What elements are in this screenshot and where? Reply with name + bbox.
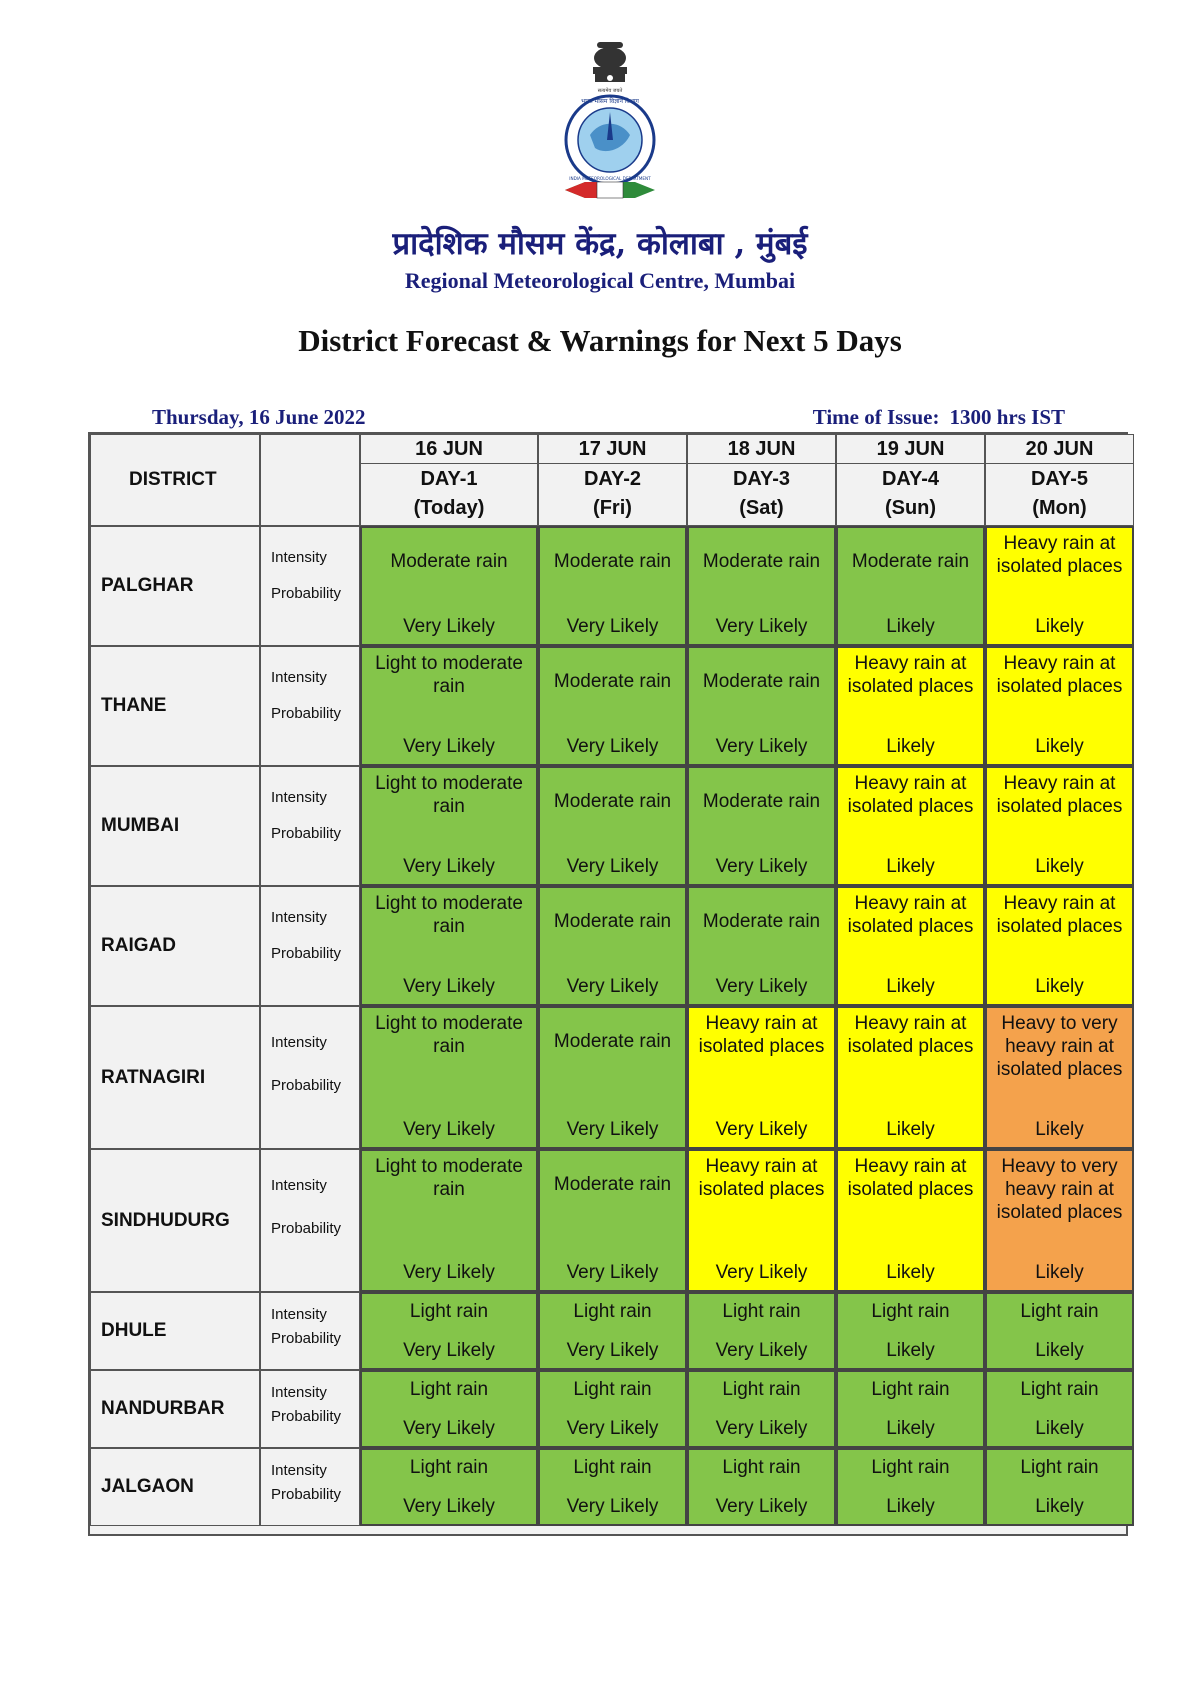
forecast-intensity: Moderate rain: [851, 551, 970, 572]
forecast-intensity: Light rain: [409, 1301, 489, 1322]
forecast-probability: Very Likely: [566, 1262, 659, 1283]
forecast-probability: Very Likely: [403, 1418, 495, 1439]
intensity-label: Intensity: [271, 549, 327, 566]
forecast-intensity: Moderate rain: [553, 911, 672, 932]
forecast-cell: [360, 1149, 538, 1292]
forecast-intensity: Moderate rain: [702, 551, 821, 572]
issue-time-label: Time of Issue:: [812, 405, 940, 429]
forecast-probability: Very Likely: [566, 616, 659, 637]
forecast-cell: [687, 1370, 836, 1448]
district-name: DHULE: [90, 1292, 260, 1370]
forecast-cell: [538, 766, 687, 886]
forecast-intensity: Light rain: [573, 1301, 652, 1322]
intensity-probability-labels: [260, 1149, 360, 1292]
district-column-header: DISTRICT: [90, 434, 260, 526]
forecast-cell: [985, 766, 1134, 886]
forecast-probability: Likely: [886, 976, 935, 997]
imd-emblem-logo: [555, 40, 665, 210]
district-name: THANE: [90, 646, 260, 766]
day-header-5: [985, 434, 1134, 526]
intensity-label: Intensity: [271, 1034, 327, 1051]
district-name: RATNAGIRI: [90, 1006, 260, 1149]
intensity-label: Intensity: [271, 1306, 327, 1323]
probability-label: Probability: [271, 1486, 342, 1503]
forecast-intensity: Heavy rain at isolated places: [996, 653, 1123, 697]
svg-text:भारत मौसम विज्ञान विभाग: भारत मौसम विज्ञान विभाग: [581, 98, 639, 105]
forecast-intensity: Moderate rain: [702, 791, 821, 812]
forecast-cell: [985, 1006, 1134, 1149]
forecast-cell: [687, 1006, 836, 1149]
forecast-intensity: Light rain: [722, 1379, 801, 1400]
forecast-intensity: Moderate rain: [702, 671, 821, 692]
forecast-cell: [538, 526, 687, 646]
forecast-cell: [360, 1448, 538, 1526]
forecast-probability: Likely: [1035, 1496, 1084, 1517]
forecast-probability: Likely: [1035, 856, 1084, 877]
forecast-cell: [836, 1370, 985, 1448]
forecast-probability: Likely: [886, 736, 935, 757]
probability-label: Probability: [271, 1220, 342, 1237]
forecast-probability: Very Likely: [566, 856, 659, 877]
forecast-cell: [985, 1149, 1134, 1292]
forecast-probability: Very Likely: [715, 976, 808, 997]
forecast-intensity: Heavy rain at isolated places: [847, 1013, 974, 1057]
forecast-intensity: Light rain: [722, 1301, 801, 1322]
forecast-probability: Very Likely: [403, 1340, 495, 1361]
forecast-cell: [985, 526, 1134, 646]
forecast-cell: [687, 646, 836, 766]
forecast-probability: Very Likely: [566, 1119, 659, 1140]
forecast-cell: [538, 646, 687, 766]
forecast-intensity: Light rain: [871, 1301, 950, 1322]
forecast-probability: Likely: [1035, 1418, 1084, 1439]
forecast-table: [88, 432, 1128, 1536]
forecast-intensity: Moderate rain: [390, 551, 508, 572]
forecast-cell: [360, 886, 538, 1006]
forecast-intensity: Heavy rain at isolated places: [996, 533, 1123, 577]
forecast-intensity: Light rain: [573, 1379, 652, 1400]
forecast-cell: [687, 526, 836, 646]
forecast-intensity: Heavy to very heavy rain at isolated places: [996, 1156, 1123, 1223]
day-date: 19 JUN: [837, 435, 984, 464]
forecast-cell: [836, 1149, 985, 1292]
forecast-intensity: Light rain: [573, 1457, 652, 1478]
forecast-probability: Likely: [1035, 976, 1084, 997]
forecast-probability: Very Likely: [715, 1340, 808, 1361]
forecast-probability: Likely: [1035, 1262, 1084, 1283]
forecast-cell: [985, 1448, 1134, 1526]
forecast-intensity: Light to moderate rain: [375, 1156, 523, 1200]
forecast-intensity: Light rain: [871, 1457, 950, 1478]
forecast-probability: Very Likely: [715, 856, 808, 877]
day-date: 17 JUN: [539, 435, 686, 464]
day-weekday: (Sun): [884, 497, 937, 519]
forecast-probability: Very Likely: [566, 1340, 659, 1361]
day-weekday: (Sat): [739, 497, 784, 519]
forecast-cell: [836, 646, 985, 766]
forecast-probability: Likely: [886, 1262, 935, 1283]
forecast-intensity: Moderate rain: [553, 791, 672, 812]
forecast-intensity: Heavy rain at isolated places: [698, 1156, 825, 1200]
day-header-3: [687, 434, 836, 526]
forecast-intensity: Light rain: [409, 1379, 489, 1400]
hindi-title: प्रादेशिक मौसम केंद्र, कोलाबा , मुंबई: [392, 226, 808, 262]
forecast-intensity: Light rain: [722, 1457, 801, 1478]
intensity-label: Intensity: [271, 669, 327, 686]
day-header-2: [538, 434, 687, 526]
forecast-cell: [836, 766, 985, 886]
forecast-probability: Very Likely: [566, 976, 659, 997]
district-name: JALGAON: [90, 1448, 260, 1526]
forecast-cell: [360, 646, 538, 766]
day-date: 18 JUN: [688, 435, 835, 464]
forecast-cell: [538, 886, 687, 1006]
forecast-intensity: Heavy to very heavy rain at isolated places: [996, 1013, 1123, 1080]
forecast-intensity: Light rain: [1020, 1301, 1099, 1322]
forecast-probability: Likely: [886, 1340, 935, 1361]
forecast-cell: [985, 1292, 1134, 1370]
forecast-probability: Very Likely: [715, 1496, 808, 1517]
intensity-label: Intensity: [271, 1462, 327, 1479]
forecast-cell: [687, 766, 836, 886]
forecast-probability: Very Likely: [715, 736, 808, 757]
label-column-header: [260, 434, 360, 526]
forecast-intensity: Heavy rain at isolated places: [698, 1013, 825, 1057]
intensity-label: Intensity: [271, 1384, 327, 1401]
forecast-probability: Very Likely: [403, 976, 495, 997]
issue-time-value: 1300 hrs IST: [949, 405, 1065, 429]
intensity-label: Intensity: [271, 1177, 327, 1194]
intensity-probability-labels: [260, 886, 360, 1006]
forecast-cell: [538, 1448, 687, 1526]
intensity-probability-labels: [260, 1448, 360, 1526]
forecast-cell: [538, 1370, 687, 1448]
forecast-intensity: Light rain: [1020, 1457, 1099, 1478]
intensity-probability-labels: [260, 526, 360, 646]
forecast-probability: Very Likely: [403, 1496, 495, 1517]
forecast-intensity: Light to moderate rain: [375, 1013, 523, 1057]
forecast-probability: Very Likely: [715, 616, 808, 637]
forecast-intensity: Heavy rain at isolated places: [996, 773, 1123, 817]
forecast-intensity: Moderate rain: [553, 551, 672, 572]
intensity-probability-labels: [260, 1370, 360, 1448]
forecast-cell: [360, 1292, 538, 1370]
day-number: DAY-3: [732, 468, 791, 490]
forecast-probability: Very Likely: [403, 616, 495, 637]
forecast-intensity: Light rain: [871, 1379, 950, 1400]
svg-text:सत्यमेव जयते: सत्यमेव जयते: [597, 88, 623, 94]
forecast-probability: Very Likely: [566, 1418, 659, 1439]
forecast-intensity: Moderate rain: [553, 1031, 672, 1052]
intensity-label: Intensity: [271, 789, 327, 806]
issue-time: [813, 405, 1065, 430]
forecast-intensity: Light rain: [1020, 1379, 1099, 1400]
forecast-cell: [836, 1292, 985, 1370]
day-weekday: (Mon): [1032, 497, 1087, 519]
forecast-intensity: Light to moderate rain: [375, 773, 523, 817]
forecast-probability: Likely: [1035, 736, 1084, 757]
forecast-cell: [360, 1006, 538, 1149]
intensity-probability-labels: [260, 766, 360, 886]
probability-label: Probability: [271, 825, 342, 842]
district-name: MUMBAI: [90, 766, 260, 886]
forecast-cell: [687, 1448, 836, 1526]
forecast-intensity: Light to moderate rain: [375, 893, 523, 937]
forecast-probability: Likely: [886, 856, 935, 877]
day-number: DAY-1: [420, 468, 478, 490]
forecast-probability: Very Likely: [403, 1119, 495, 1140]
forecast-probability: Likely: [1035, 1119, 1084, 1140]
forecast-cell: [360, 1370, 538, 1448]
day-header-1: [360, 434, 538, 526]
forecast-cell: [836, 1448, 985, 1526]
intensity-label: Intensity: [271, 909, 327, 926]
forecast-probability: Likely: [886, 1496, 935, 1517]
forecast-cell: [687, 1292, 836, 1370]
intensity-probability-labels: [260, 646, 360, 766]
forecast-probability: Very Likely: [715, 1418, 808, 1439]
day-date: 16 JUN: [361, 435, 537, 464]
probability-label: Probability: [271, 1077, 342, 1094]
district-name: PALGHAR: [90, 526, 260, 646]
forecast-cell: [538, 1006, 687, 1149]
intensity-probability-labels: [260, 1292, 360, 1370]
forecast-intensity: Heavy rain at isolated places: [996, 893, 1123, 937]
forecast-probability: Very Likely: [566, 736, 659, 757]
day-number: DAY-5: [1030, 468, 1089, 490]
forecast-cell: [687, 886, 836, 1006]
forecast-intensity: Heavy rain at isolated places: [847, 653, 974, 697]
probability-label: Probability: [271, 945, 342, 962]
forecast-cell: [985, 886, 1134, 1006]
forecast-cell: [985, 646, 1134, 766]
forecast-intensity: Heavy rain at isolated places: [847, 893, 974, 937]
day-number: DAY-4: [881, 468, 940, 490]
forecast-probability: Likely: [1035, 616, 1084, 637]
forecast-probability: Likely: [886, 1418, 935, 1439]
day-weekday: (Fri): [593, 497, 632, 519]
forecast-cell: [836, 886, 985, 1006]
forecast-cell: [687, 1149, 836, 1292]
forecast-probability: Very Likely: [715, 1119, 808, 1140]
forecast-probability: Very Likely: [403, 1262, 495, 1283]
forecast-cell: [538, 1149, 687, 1292]
forecast-cell: [360, 526, 538, 646]
svg-text:INDIA METEOROLOGICAL DEPARTMEN: INDIA METEOROLOGICAL DEPARTMENT: [569, 176, 651, 181]
forecast-probability: Very Likely: [403, 736, 495, 757]
district-name: NANDURBAR: [90, 1370, 260, 1448]
forecast-cell: [985, 1370, 1134, 1448]
forecast-intensity: Moderate rain: [553, 671, 672, 692]
probability-label: Probability: [271, 585, 342, 602]
intensity-probability-labels: [260, 1006, 360, 1149]
forecast-cell: [360, 766, 538, 886]
day-header-4: [836, 434, 985, 526]
day-number: DAY-2: [583, 468, 642, 490]
forecast-probability: Likely: [1035, 1340, 1084, 1361]
english-title: Regional Meteorological Centre, Mumbai: [404, 268, 796, 293]
forecast-cell: [836, 526, 985, 646]
issue-date: Thursday, 16 June 2022: [152, 405, 366, 429]
forecast-intensity: Light rain: [409, 1457, 489, 1478]
forecast-intensity: Heavy rain at isolated places: [847, 773, 974, 817]
document-title: District Forecast & Warnings for Next 5 Days: [298, 323, 902, 358]
district-name: RAIGAD: [90, 886, 260, 1006]
forecast-cell: [538, 1292, 687, 1370]
forecast-probability: Very Likely: [566, 1496, 659, 1517]
forecast-cell: [836, 1006, 985, 1149]
district-name: SINDHUDURG: [90, 1149, 260, 1292]
probability-label: Probability: [271, 1408, 342, 1425]
forecast-intensity: Moderate rain: [702, 911, 821, 932]
forecast-probability: Very Likely: [715, 1262, 808, 1283]
forecast-probability: Likely: [886, 1119, 935, 1140]
day-date: 20 JUN: [986, 435, 1133, 464]
probability-label: Probability: [271, 705, 342, 722]
probability-label: Probability: [271, 1330, 342, 1347]
forecast-intensity: Moderate rain: [553, 1174, 672, 1195]
forecast-probability: Very Likely: [403, 856, 495, 877]
forecast-intensity: Light to moderate rain: [375, 653, 523, 697]
forecast-probability: Likely: [886, 616, 935, 637]
forecast-intensity: Heavy rain at isolated places: [847, 1156, 974, 1200]
day-weekday: (Today): [413, 497, 485, 519]
